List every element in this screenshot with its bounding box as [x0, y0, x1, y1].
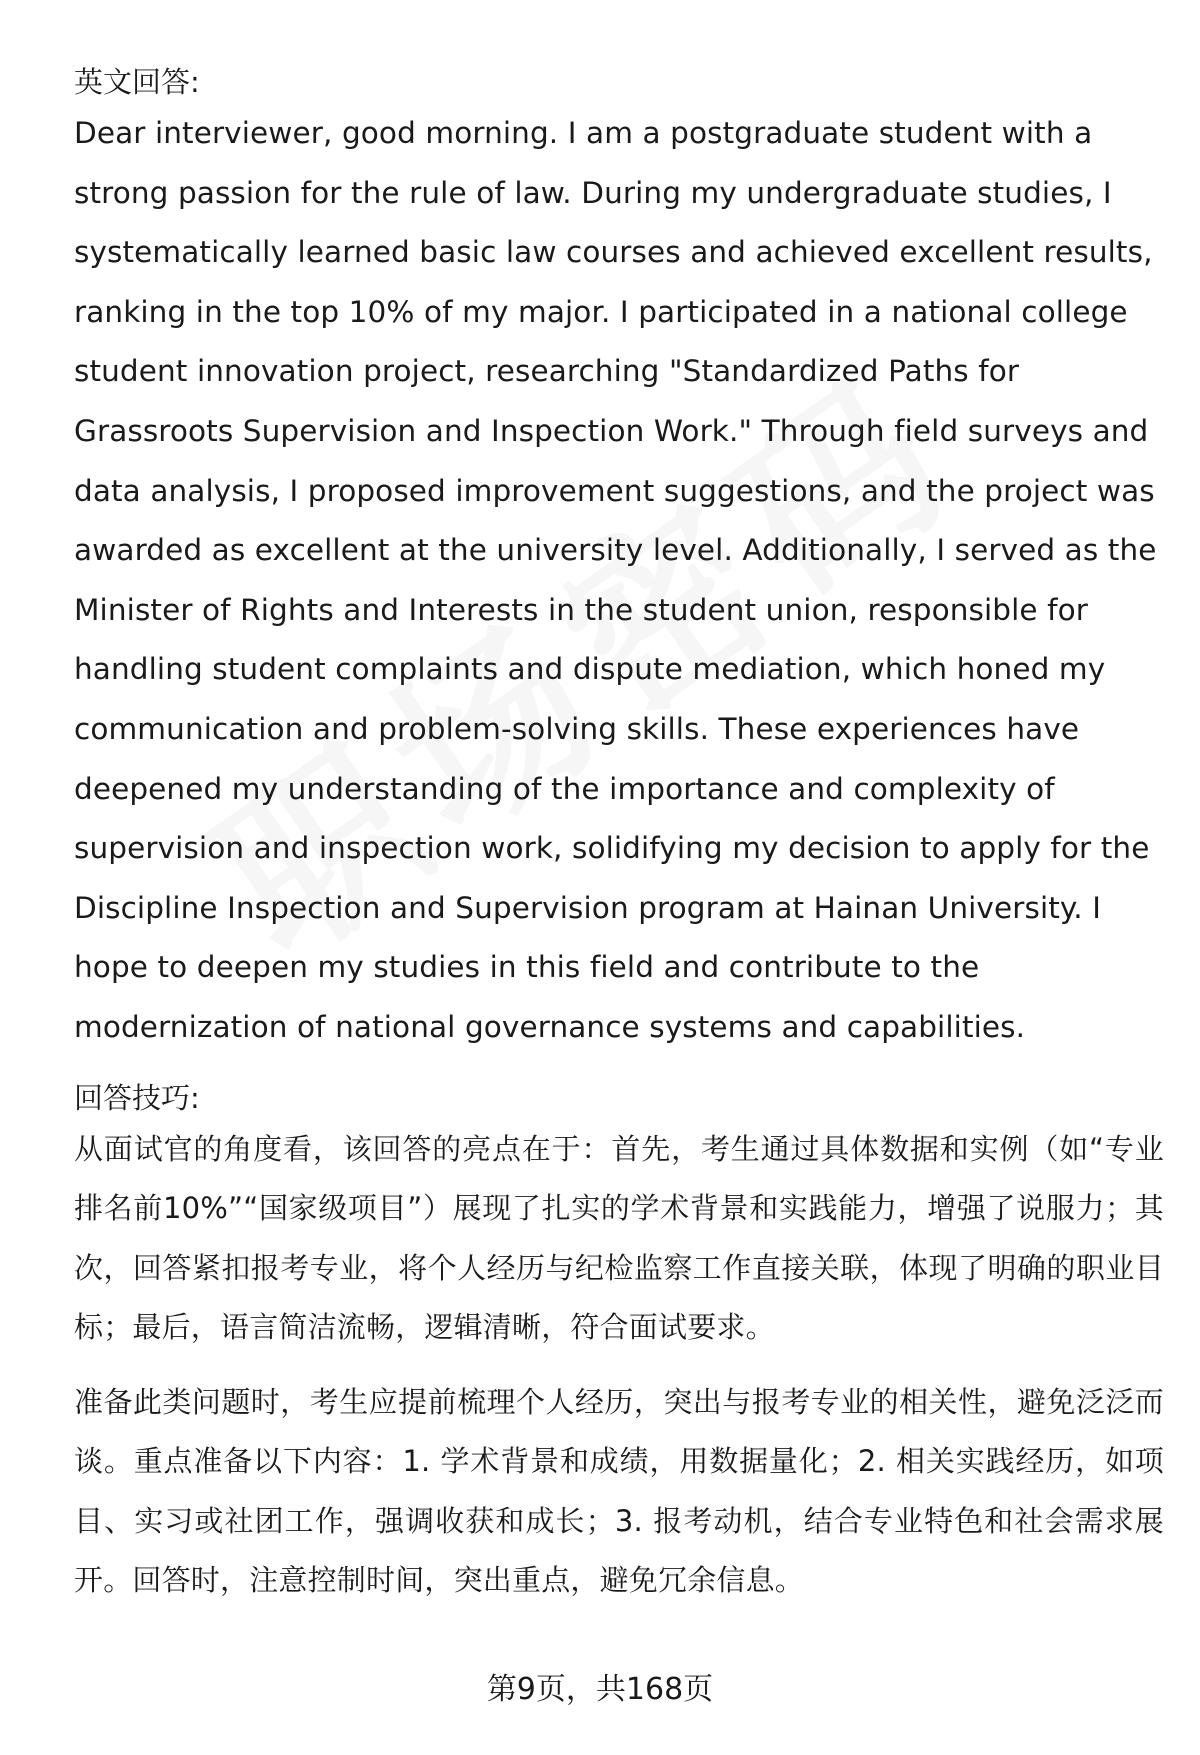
answer-tips-heading: 回答技巧:: [74, 1080, 200, 1115]
english-answer-heading: 英文回答:: [74, 65, 200, 99]
answer-tips-paragraph-1: 从面试官的角度看，该回答的亮点在于：首先，考生通过具体数据和实例（如“专业排名前10%”“国家级项目”）展现了扎实的学术背景和实践能力，增强了说服力；其次，回答紧扣报考专业，将个人经历与纪检监察工作直接关联，体现了明确的职业目标；最后，语言简洁流畅，逻辑清晰，符合面试要求。: [74, 1131, 1164, 1344]
english-answer-text: Dear interviewer, good morning. I am a postgraduate student with a strong passion for the rule of law. During my undergraduate studies, I systematically learned basic law courses and achieved excellent results, ranking in the top 10% of my major. I participated in a national college student innovation project, researching "Standardized Paths for Grassroots Supervision and Inspection Work." Through field surveys and data analysis, I proposed improvement suggestions, and the project was awarded as excellent at the university level. Additionally, I served as the Minister of Rights and Interests in the student union, responsible for handling student complaints and dispute mediation, which honed my communication and problem-solving skills. These experiences have deepened my understanding of the importance and complexity of supervision and inspection work, solidifying my decision to apply for the Discipline Inspection and Supervision program at Hainan University. I hope to deepen my studies in this field and contribute to the modernization of national governance systems and capabilities.: [74, 116, 1157, 1044]
answer-tips-section: [74, 1078, 1164, 1611]
answer-tips-paragraph-2: 准备此类问题时，考生应提前梳理个人经历，突出与报考专业的相关性，避免泛泛而谈。重点准备以下内容：1. 学术背景和成绩，用数据量化；2. 相关实践经历，如项目、实习或社团工作，强调收获和成长；3. 报考动机，结合专业特色和社会需求展开。回答时，注意控制时间，突出重点，避免冗余信息。: [74, 1384, 1164, 1597]
document-page: [74, 62, 1164, 1682]
english-answer-section: [74, 62, 1164, 1058]
page-number-footer: 第9页，共168页: [486, 1672, 714, 1707]
